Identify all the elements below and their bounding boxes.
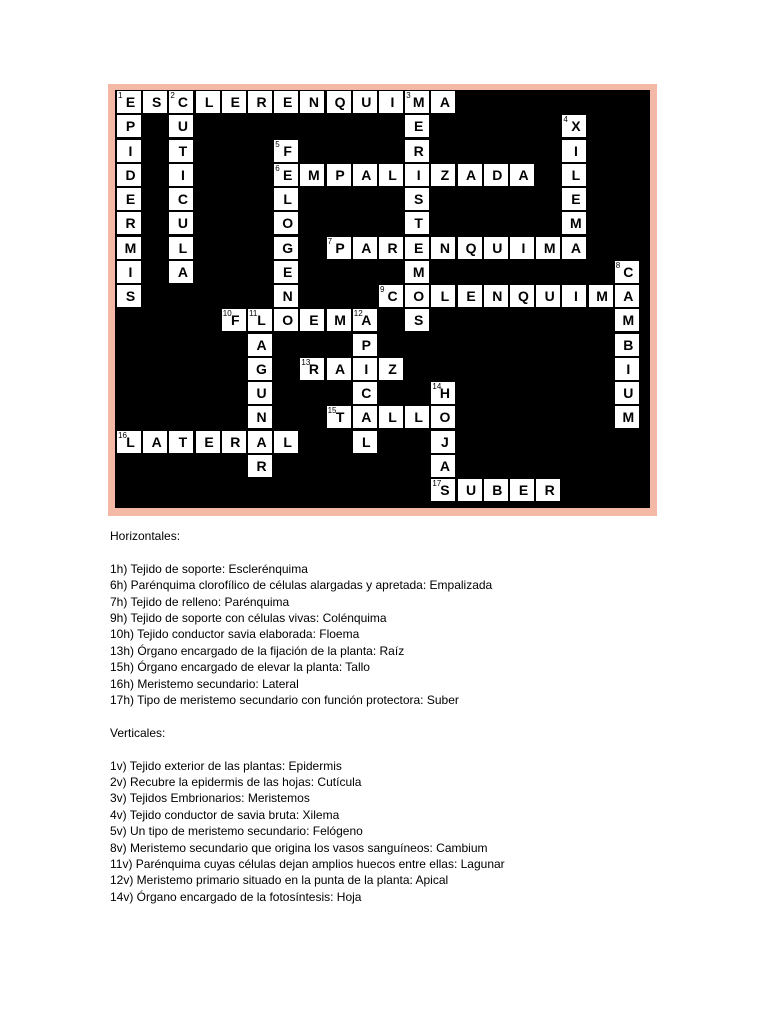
- crossword-cell: [405, 164, 429, 186]
- crossword-cell: [536, 479, 560, 501]
- crossword-cell: [615, 358, 639, 380]
- cell-letter: E: [230, 94, 240, 110]
- cell-letter: T: [178, 142, 188, 159]
- crossword-cell: [248, 334, 272, 356]
- clue-5v: 5v) Un tipo de meristemo secundario: Felógeno: [110, 824, 363, 839]
- crossword-cell: [327, 91, 351, 113]
- cell-letter: A: [177, 263, 188, 280]
- cell-letter: I: [128, 263, 133, 280]
- cell-letter: M: [334, 312, 346, 329]
- cell-letter: X: [571, 118, 581, 135]
- cell-letter: E: [283, 263, 293, 280]
- crossword-cell: [458, 285, 482, 307]
- cell-letter: T: [178, 433, 188, 450]
- crossword-cell: [222, 91, 246, 113]
- cell-letter: I: [364, 360, 369, 377]
- crossword-cell: [327, 309, 351, 331]
- crossword-cell: [562, 237, 586, 259]
- crossword-cell: [458, 479, 482, 501]
- cell-letter: L: [414, 409, 423, 426]
- crossword-cell: [300, 91, 324, 113]
- cell-letter: C: [361, 385, 372, 401]
- cell-letter: N: [439, 239, 450, 256]
- cell-letter: P: [335, 239, 345, 256]
- crossword-cell: [117, 140, 141, 162]
- cell-letter: A: [361, 312, 372, 329]
- crossword-cell: [484, 237, 508, 259]
- crossword-cell: [615, 334, 639, 356]
- crossword-cell: [431, 479, 455, 501]
- cell-letter: J: [440, 433, 449, 450]
- cell-letter: Z: [388, 360, 397, 377]
- cell-letter: A: [151, 433, 162, 450]
- crossword-cell: [562, 212, 586, 234]
- crossword-cell: [274, 237, 298, 259]
- crossword-cell: [458, 164, 482, 186]
- crossword-cell: [169, 140, 193, 162]
- crossword-cell: [353, 91, 377, 113]
- crossword-cell: [431, 406, 455, 428]
- crossword-cell: [615, 261, 639, 283]
- crossword-cell: [510, 164, 534, 186]
- cell-letter: S: [414, 191, 424, 207]
- crossword-cell: [327, 358, 351, 380]
- clue-7h: 7h) Tejido de relleno: Parénquima: [110, 594, 290, 609]
- cell-letter: H: [439, 385, 450, 401]
- cell-letter: L: [178, 239, 188, 256]
- clue-12v: 12v) Meristemo primario situado en la punta de la planta: Apical: [110, 873, 449, 888]
- crossword-cell: [169, 188, 193, 210]
- vertical-clue-list: [110, 758, 710, 906]
- clue-number: 12: [353, 309, 363, 319]
- clue-number: 9: [380, 285, 385, 294]
- cell-letter: L: [362, 433, 371, 450]
- clue-9h: 9h) Tejido de soporte con células vivas: Colénquima: [110, 611, 387, 626]
- clue-number: 16: [118, 430, 127, 440]
- crossword-cell: [117, 237, 141, 259]
- crossword-cell: [169, 164, 193, 186]
- crossword-cell: [458, 237, 482, 259]
- crossword-cell: [353, 164, 377, 186]
- cell-letter: R: [125, 215, 136, 232]
- cell-letter: E: [571, 191, 581, 207]
- clues-section: [110, 528, 710, 905]
- clue-number: 13: [301, 357, 311, 367]
- cell-letter: S: [152, 94, 162, 110]
- cell-letter: L: [283, 433, 292, 450]
- crossword-cell: [589, 285, 613, 307]
- cell-letter: M: [543, 239, 556, 256]
- clue-15h: 15h) Órgano encargado de elevar la planta: Tallo: [110, 660, 370, 675]
- clue-17h: 17h) Tipo de meristemo secundario con función protectora: Suber: [110, 693, 459, 708]
- cell-letter: A: [439, 457, 450, 474]
- crossword-cell: [562, 140, 586, 162]
- cell-letter: D: [125, 166, 136, 183]
- clue-number: 5: [275, 139, 280, 149]
- crossword-cell: [562, 164, 586, 186]
- crossword-cell: [117, 115, 141, 137]
- cell-letter: C: [387, 288, 398, 304]
- cell-letter: A: [623, 288, 634, 304]
- crossword-cell: [405, 212, 429, 234]
- crossword-cell: [405, 285, 429, 307]
- cell-letter: I: [128, 142, 133, 159]
- clue-3v: 3v) Tejidos Embrionarios: Meristemos: [110, 791, 310, 806]
- clue-number: 17: [432, 479, 442, 488]
- crossword-cell: [379, 91, 403, 113]
- cell-letter: Q: [518, 288, 529, 304]
- cell-letter: I: [390, 94, 395, 110]
- crossword-cell: [169, 91, 193, 113]
- clue-number: 15: [327, 406, 337, 416]
- crossword-cell: [248, 382, 272, 404]
- crossword-cell: [405, 115, 429, 137]
- clue-number: 4: [563, 115, 568, 125]
- crossword-cell: [379, 285, 403, 307]
- crossword-cell: [274, 285, 298, 307]
- crossword-cell: [405, 309, 429, 331]
- crossword-cell: [484, 479, 508, 501]
- crossword-cell: [169, 431, 193, 453]
- cell-letter: N: [282, 288, 293, 304]
- cell-letter: P: [125, 118, 136, 135]
- crossword-cell: [117, 188, 141, 210]
- clue-11v: 11v) Parénquima cuyas células dejan amplios huecos entre ellas: Lagunar: [110, 857, 505, 872]
- crossword-cell: [327, 164, 351, 186]
- crossword-cell: [431, 237, 455, 259]
- crossword-cell: [222, 431, 246, 453]
- cell-letter: T: [414, 215, 423, 232]
- crossword-cell: [274, 91, 298, 113]
- cell-letter: E: [125, 94, 136, 110]
- cell-letter: R: [413, 142, 424, 159]
- crossword-cell: [353, 358, 377, 380]
- cell-letter: M: [622, 312, 635, 329]
- cell-letter: U: [177, 215, 188, 232]
- cell-letter: A: [256, 336, 267, 353]
- clue-number: 14: [432, 382, 442, 391]
- cell-letter: R: [308, 360, 319, 377]
- crossword-cell: [431, 91, 455, 113]
- crossword-cell: [615, 406, 639, 428]
- cell-letter: Q: [465, 239, 477, 256]
- crossword-cell: [274, 164, 298, 186]
- clue-1h: 1h) Tejido de soporte: Esclerénquima: [110, 561, 308, 576]
- crossword-cell: [405, 140, 429, 162]
- crossword-cell: [405, 237, 429, 259]
- cell-letter: O: [282, 215, 294, 232]
- cell-letter: R: [256, 457, 267, 474]
- crossword-cell: [143, 91, 167, 113]
- cell-letter: A: [570, 239, 581, 256]
- crossword-cell: [196, 431, 220, 453]
- crossword-cell: [353, 406, 377, 428]
- crossword-cell: [117, 431, 141, 453]
- crossword-cell: [353, 382, 377, 404]
- crossword-cell: [248, 358, 272, 380]
- vertical-heading: Verticales:: [110, 725, 166, 740]
- cell-letter: E: [309, 312, 319, 329]
- cell-letter: U: [623, 385, 634, 401]
- clue-number: 11: [249, 309, 258, 319]
- crossword-cell: [379, 237, 403, 259]
- cell-letter: E: [414, 239, 424, 256]
- crossword-cell: [169, 115, 193, 137]
- cell-letter: A: [518, 166, 529, 183]
- crossword-cell: [484, 164, 508, 186]
- cell-letter: A: [256, 433, 267, 450]
- crossword-cell: [379, 406, 403, 428]
- clue-4v: 4v) Tejido conductor de savia bruta: Xilema: [110, 807, 340, 822]
- cell-letter: Z: [440, 166, 450, 183]
- clue-number: 3: [406, 91, 411, 100]
- cell-letter: U: [361, 94, 372, 110]
- crossword-cell: [300, 164, 324, 186]
- crossword-cell: [536, 285, 560, 307]
- cell-letter: R: [256, 94, 267, 110]
- cell-letter: O: [282, 312, 294, 329]
- clue-number: 6: [275, 163, 280, 173]
- cell-letter: L: [204, 94, 214, 110]
- crossword-cell: [510, 285, 534, 307]
- crossword-cell: [327, 406, 351, 428]
- horizontal-clue-list: [110, 561, 710, 709]
- cell-letter: M: [622, 409, 635, 426]
- crossword-cell: [274, 140, 298, 162]
- cell-letter: N: [492, 288, 503, 304]
- crossword-cell: [248, 431, 272, 453]
- cell-letter: A: [361, 239, 372, 256]
- cell-letter: M: [412, 263, 425, 280]
- cell-letter: A: [466, 166, 477, 183]
- clue-number: 10: [222, 309, 232, 319]
- crossword-cell: [248, 309, 272, 331]
- crossword-cell: [196, 91, 220, 113]
- cell-letter: B: [623, 336, 634, 353]
- cell-letter: M: [570, 215, 582, 232]
- cell-letter: A: [335, 360, 346, 377]
- clue-1v: 1v) Tejido exterior de las plantas: Epidermis: [110, 758, 342, 773]
- crossword-cell: [274, 188, 298, 210]
- crossword-cell: [353, 431, 377, 453]
- clue-6h: 6h) Parénquima clorofílico de células alargadas y apretada: Empalizada: [110, 578, 493, 593]
- crossword-cell: [353, 237, 377, 259]
- cell-letter: R: [387, 239, 398, 256]
- crossword-cell: [300, 309, 324, 331]
- crossword-cell: [615, 382, 639, 404]
- cell-letter: E: [283, 94, 293, 110]
- crossword-cell: [248, 406, 272, 428]
- cell-letter: B: [492, 482, 503, 498]
- crossword-cell: [353, 334, 377, 356]
- crossword-cell: [274, 212, 298, 234]
- crossword-cell: [405, 406, 429, 428]
- cell-letter: R: [230, 433, 241, 450]
- crossword-cell: [222, 309, 246, 331]
- cell-letter: E: [204, 433, 214, 450]
- cell-letter: S: [440, 482, 450, 498]
- cell-letter: T: [335, 409, 345, 426]
- cell-letter: U: [492, 239, 503, 256]
- crossword-cell: [510, 237, 534, 259]
- crossword-cell: [274, 431, 298, 453]
- crossword-cell: [300, 358, 324, 380]
- cell-letter: I: [573, 288, 578, 304]
- crossword-cell: [431, 382, 455, 404]
- crossword-cell: [562, 285, 586, 307]
- cell-letter: C: [623, 263, 634, 280]
- cell-letter: E: [283, 166, 293, 183]
- cell-letter: F: [231, 312, 240, 329]
- cell-letter: M: [412, 94, 425, 110]
- crossword-cell: [327, 237, 351, 259]
- clue-number: 2: [170, 91, 175, 100]
- clue-14v: 14v) Órgano encargado de la fotosíntesis: Hoja: [110, 889, 362, 904]
- cell-letter: E: [125, 191, 136, 207]
- cell-letter: L: [388, 409, 397, 426]
- crossword-cell: [248, 455, 272, 477]
- cell-letter: G: [256, 360, 267, 377]
- crossword-cell: [353, 309, 377, 331]
- cell-letter: M: [124, 239, 137, 256]
- cell-letter: L: [388, 166, 397, 183]
- crossword-cell: [536, 237, 560, 259]
- crossword-cell: [562, 115, 586, 137]
- cell-letter: U: [177, 118, 188, 135]
- crossword-cell: [117, 261, 141, 283]
- cell-letter: I: [416, 166, 421, 183]
- clue-10h: 10h) Tejido conductor savia elaborada: Floema: [110, 627, 360, 642]
- crossword-cell: [615, 285, 639, 307]
- cell-letter: I: [180, 166, 185, 183]
- crossword-cell: [405, 261, 429, 283]
- cell-letter: M: [308, 166, 320, 183]
- cell-letter: E: [414, 118, 424, 135]
- cell-letter: S: [125, 288, 136, 304]
- cell-letter: A: [361, 409, 372, 426]
- crossword-cell: [117, 212, 141, 234]
- crossword-cell: [379, 358, 403, 380]
- cell-letter: C: [177, 94, 188, 110]
- cell-letter: P: [361, 336, 371, 353]
- cell-letter: N: [256, 409, 267, 426]
- crossword-cell: [405, 91, 429, 113]
- cell-letter: U: [256, 385, 267, 401]
- crossword-cell: [169, 212, 193, 234]
- cell-letter: P: [335, 166, 345, 183]
- cell-letter: U: [466, 482, 477, 498]
- clue-8v: 8v) Meristemo secundario que origina los vasos sanguíneos: Cambium: [110, 840, 488, 855]
- cell-letter: F: [283, 142, 292, 159]
- crossword-cell: [117, 91, 141, 113]
- horizontal-heading: Horizontales:: [110, 529, 181, 543]
- crossword-cell: [431, 455, 455, 477]
- clue-13h: 13h) Órgano encargado de la fijación de la planta: Raíz: [110, 643, 405, 658]
- clue-16h: 16h) Meristemo secundario: Lateral: [110, 676, 299, 691]
- crossword-cell: [248, 91, 272, 113]
- crossword-cell: [274, 309, 298, 331]
- cell-letter: I: [626, 360, 631, 377]
- cell-letter: E: [518, 482, 529, 498]
- cell-letter: L: [571, 166, 581, 183]
- crossword-cell: [431, 431, 455, 453]
- cell-letter: A: [439, 94, 450, 110]
- cell-letter: I: [521, 239, 526, 256]
- cell-letter: O: [439, 409, 451, 426]
- crossword-cell: [484, 285, 508, 307]
- crossword-cell: [169, 261, 193, 283]
- cell-letter: L: [257, 312, 266, 329]
- cell-letter: O: [413, 288, 425, 304]
- cell-letter: S: [414, 312, 424, 329]
- cell-letter: N: [308, 94, 319, 110]
- cell-letter: D: [492, 166, 503, 183]
- crossword-cell: [431, 285, 455, 307]
- crossword-cell: [405, 188, 429, 210]
- crossword-cell: [431, 164, 455, 186]
- crossword-cell: [562, 188, 586, 210]
- cell-letter: L: [440, 288, 450, 304]
- cell-letter: L: [283, 191, 292, 207]
- clue-number: 8: [615, 260, 621, 270]
- cell-letter: I: [573, 142, 578, 159]
- crossword-cell: [274, 261, 298, 283]
- cell-letter: C: [177, 191, 188, 207]
- cell-letter: G: [282, 239, 294, 256]
- cell-letter: L: [126, 433, 135, 450]
- crossword-cell: [615, 309, 639, 331]
- cell-letter: R: [544, 482, 555, 498]
- cell-letter: E: [466, 288, 476, 304]
- crossword-cell: [169, 237, 193, 259]
- crossword-cell: [143, 431, 167, 453]
- crossword-grid: [115, 90, 650, 508]
- crossword-cell: [117, 285, 141, 307]
- cell-letter: A: [361, 166, 372, 183]
- cell-letter: U: [544, 288, 555, 304]
- crossword-cell: [117, 164, 141, 186]
- crossword-cell: [510, 479, 534, 501]
- crossword-cell: [379, 164, 403, 186]
- clue-number: 7: [327, 236, 333, 246]
- clue-2v: 2v) Recubre la epidermis de las hojas: Cutícula: [110, 775, 362, 790]
- cell-letter: M: [596, 288, 608, 304]
- clue-number: 1: [118, 91, 123, 100]
- cell-letter: Q: [334, 94, 346, 110]
